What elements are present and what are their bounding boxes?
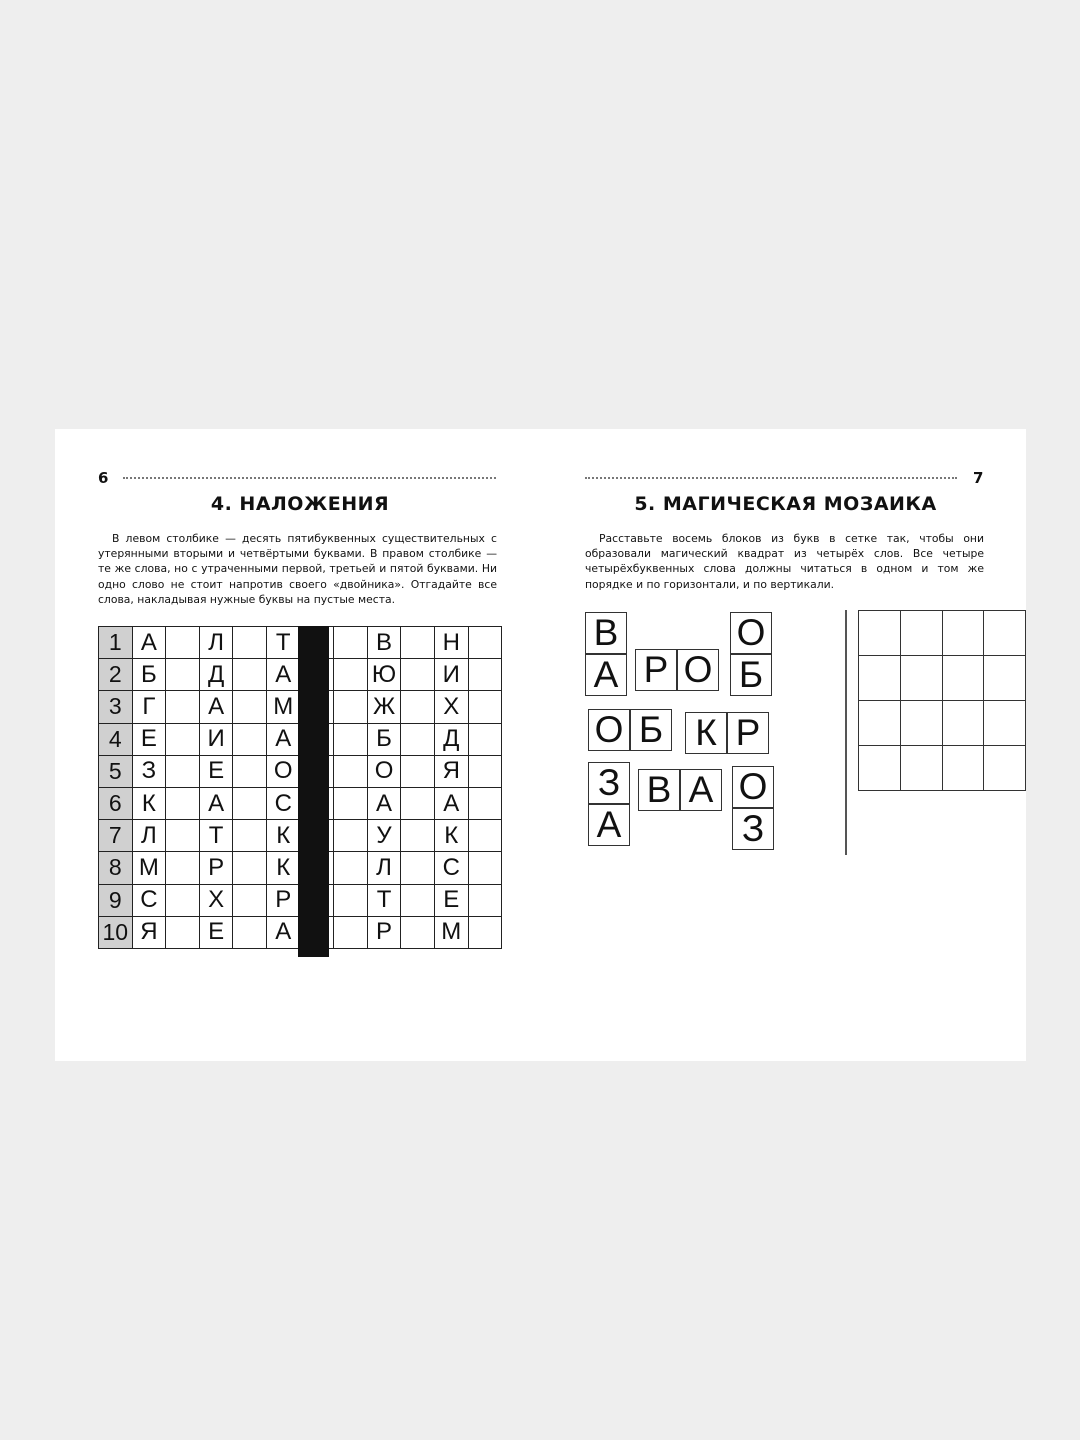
instructions: Расставьте восемь блоков из букв в сетке так, чтобы они образовали магический квадрат из четырёх слов. Все четыре четырёхбуквенных слова должны читаться в одном и том же порядке и по горизонтали, и по вертикали. xyxy=(585,532,984,591)
letter-cell: Л xyxy=(367,852,401,884)
empty-cell[interactable] xyxy=(468,755,502,787)
row-number: 10 xyxy=(99,916,133,948)
letter-cell: Е xyxy=(199,755,233,787)
magic-square-grid xyxy=(858,610,1026,791)
empty-cell[interactable] xyxy=(166,755,200,787)
empty-cell[interactable] xyxy=(468,916,502,948)
empty-cell[interactable] xyxy=(233,755,267,787)
mosaic-tile[interactable]: О xyxy=(730,612,772,654)
page-title: 5. МАГИЧЕСКАЯ МОЗАИКА xyxy=(634,493,937,515)
letter-cell: Т xyxy=(367,884,401,916)
mosaic-tile[interactable]: А xyxy=(680,769,722,811)
mosaic-tile[interactable]: О xyxy=(588,709,630,751)
empty-cell[interactable] xyxy=(233,884,267,916)
empty-cell[interactable] xyxy=(334,691,368,723)
table-row xyxy=(859,656,1026,701)
row-number: 9 xyxy=(99,884,133,916)
mosaic-tile[interactable]: О xyxy=(677,649,719,691)
letter-cell: З xyxy=(132,755,166,787)
page-number: 7 xyxy=(973,469,984,487)
letter-cell: И xyxy=(434,659,468,691)
mosaic-tile[interactable]: А xyxy=(588,804,630,846)
empty-cell[interactable] xyxy=(233,916,267,948)
empty-cell[interactable] xyxy=(334,659,368,691)
empty-cell[interactable] xyxy=(166,884,200,916)
grid-cell[interactable] xyxy=(942,611,984,656)
grid-cell[interactable] xyxy=(859,746,901,791)
mosaic-tile[interactable]: Р xyxy=(727,712,769,754)
empty-cell[interactable] xyxy=(401,691,435,723)
vertical-separator xyxy=(845,610,847,855)
empty-cell[interactable] xyxy=(401,884,435,916)
letter-cell: К xyxy=(266,820,300,852)
empty-cell[interactable] xyxy=(233,627,267,659)
row-number: 8 xyxy=(99,852,133,884)
letter-cell: С xyxy=(266,787,300,819)
row-number: 6 xyxy=(99,787,133,819)
letter-cell: Р xyxy=(199,852,233,884)
grid-cell[interactable] xyxy=(900,746,942,791)
grid-cell[interactable] xyxy=(900,656,942,701)
mosaic-tile[interactable]: Р xyxy=(635,649,677,691)
letter-cell: Т xyxy=(199,820,233,852)
letter-cell: М xyxy=(132,852,166,884)
empty-cell[interactable] xyxy=(468,820,502,852)
mosaic-tile[interactable]: Б xyxy=(630,709,672,751)
grid-cell[interactable] xyxy=(942,656,984,701)
letter-cell: Б xyxy=(367,723,401,755)
empty-cell[interactable] xyxy=(233,787,267,819)
empty-cell[interactable] xyxy=(401,723,435,755)
letter-cell: Е xyxy=(132,723,166,755)
grid-cell[interactable] xyxy=(859,656,901,701)
empty-cell[interactable] xyxy=(166,852,200,884)
empty-cell[interactable] xyxy=(334,852,368,884)
empty-cell[interactable] xyxy=(401,627,435,659)
mosaic-tile[interactable]: О xyxy=(732,766,774,808)
empty-cell[interactable] xyxy=(468,627,502,659)
mosaic-tile[interactable]: А xyxy=(585,654,627,696)
grid-cell[interactable] xyxy=(984,656,1026,701)
empty-cell[interactable] xyxy=(468,691,502,723)
mosaic-tile[interactable]: В xyxy=(585,612,627,654)
letter-cell: А xyxy=(132,627,166,659)
empty-cell[interactable] xyxy=(468,787,502,819)
mosaic-tile[interactable]: В xyxy=(638,769,680,811)
letter-cell: К xyxy=(434,820,468,852)
right-page xyxy=(545,429,1026,1061)
grid-cell[interactable] xyxy=(900,701,942,746)
empty-cell[interactable] xyxy=(166,787,200,819)
letter-cell: О xyxy=(367,755,401,787)
letter-cell: Х xyxy=(199,884,233,916)
letter-cell: А xyxy=(367,787,401,819)
left-page xyxy=(55,429,545,1061)
letter-cell: И xyxy=(199,723,233,755)
empty-cell[interactable] xyxy=(334,627,368,659)
letter-cell: А xyxy=(199,787,233,819)
empty-cell[interactable] xyxy=(334,723,368,755)
grid-cell[interactable] xyxy=(984,746,1026,791)
empty-cell[interactable] xyxy=(233,659,267,691)
letter-cell: О xyxy=(266,755,300,787)
empty-cell[interactable] xyxy=(468,852,502,884)
empty-cell[interactable] xyxy=(334,884,368,916)
letter-cell: Х xyxy=(434,691,468,723)
empty-cell[interactable] xyxy=(166,659,200,691)
page-number: 6 xyxy=(98,469,109,487)
letter-cell: М xyxy=(266,691,300,723)
letter-cell: А xyxy=(434,787,468,819)
dotted-rule xyxy=(585,477,957,479)
letter-cell: А xyxy=(266,723,300,755)
letter-cell: Н xyxy=(434,627,468,659)
mosaic-tile[interactable]: З xyxy=(732,808,774,850)
instructions: В левом столбике — десять пятибуквенных существительных с утерянными вторыми и четвёртыми буквами. В правом столбике — те же слова, но с утраченными первой, третьей и пятой буквами. Ни одно слово не стоит напротив своего «двойника». Отгадайте все слова, накладывая нужные буквы на пустые места. xyxy=(98,532,497,606)
grid-cell[interactable] xyxy=(900,611,942,656)
letter-cell: Т xyxy=(266,627,300,659)
empty-cell[interactable] xyxy=(401,820,435,852)
grid-cell[interactable] xyxy=(984,701,1026,746)
letter-cell: У xyxy=(367,820,401,852)
empty-cell[interactable] xyxy=(233,820,267,852)
empty-cell[interactable] xyxy=(468,884,502,916)
letter-cell: К xyxy=(266,852,300,884)
row-number: 4 xyxy=(99,723,133,755)
empty-cell[interactable] xyxy=(166,916,200,948)
grid-cell[interactable] xyxy=(942,746,984,791)
empty-cell[interactable] xyxy=(401,787,435,819)
mosaic-tile[interactable]: З xyxy=(588,762,630,804)
table-row xyxy=(859,611,1026,656)
letter-cell: Е xyxy=(199,916,233,948)
letter-cell: Д xyxy=(434,723,468,755)
row-number: 7 xyxy=(99,820,133,852)
letter-cell: Ж xyxy=(367,691,401,723)
empty-cell[interactable] xyxy=(401,659,435,691)
mosaic-tile[interactable]: Б xyxy=(730,654,772,696)
letter-cell: Ю xyxy=(367,659,401,691)
empty-cell[interactable] xyxy=(166,723,200,755)
letter-cell: В xyxy=(367,627,401,659)
mosaic-tile[interactable]: К xyxy=(685,712,727,754)
letter-cell: Г xyxy=(132,691,166,723)
column-divider-bar xyxy=(298,626,329,957)
empty-cell[interactable] xyxy=(468,723,502,755)
letter-cell: М xyxy=(434,916,468,948)
empty-cell[interactable] xyxy=(233,723,267,755)
letter-cell: Р xyxy=(367,916,401,948)
letter-cell: Л xyxy=(132,820,166,852)
row-number: 2 xyxy=(99,659,133,691)
letter-cell: А xyxy=(266,916,300,948)
letter-cell: Л xyxy=(199,627,233,659)
letter-cell: Д xyxy=(199,659,233,691)
empty-cell[interactable] xyxy=(334,755,368,787)
letter-cell: Я xyxy=(132,916,166,948)
letter-cell: К xyxy=(132,787,166,819)
empty-cell[interactable] xyxy=(166,820,200,852)
empty-cell[interactable] xyxy=(166,627,200,659)
empty-cell[interactable] xyxy=(233,852,267,884)
letter-cell: А xyxy=(266,659,300,691)
grid-cell[interactable] xyxy=(984,611,1026,656)
empty-cell[interactable] xyxy=(468,659,502,691)
dotted-rule xyxy=(123,477,496,479)
letter-cell: С xyxy=(132,884,166,916)
grid-cell[interactable] xyxy=(859,611,901,656)
empty-cell[interactable] xyxy=(334,916,368,948)
empty-cell[interactable] xyxy=(334,820,368,852)
page-title: 4. НАЛОЖЕНИЯ xyxy=(210,493,390,515)
letter-cell: Б xyxy=(132,659,166,691)
grid-cell[interactable] xyxy=(942,701,984,746)
table-row xyxy=(859,701,1026,746)
grid-cell[interactable] xyxy=(859,701,901,746)
table-row xyxy=(859,746,1026,791)
row-number: 5 xyxy=(99,755,133,787)
empty-cell[interactable] xyxy=(401,916,435,948)
empty-cell[interactable] xyxy=(401,755,435,787)
letter-cell: Р xyxy=(266,884,300,916)
letter-cell: С xyxy=(434,852,468,884)
letter-cell: Е xyxy=(434,884,468,916)
letter-cell: А xyxy=(199,691,233,723)
row-number: 3 xyxy=(99,691,133,723)
empty-cell[interactable] xyxy=(166,691,200,723)
empty-cell[interactable] xyxy=(401,852,435,884)
row-number: 1 xyxy=(99,627,133,659)
empty-cell[interactable] xyxy=(334,787,368,819)
empty-cell[interactable] xyxy=(233,691,267,723)
letter-cell: Я xyxy=(434,755,468,787)
book-spread xyxy=(55,429,1026,1061)
